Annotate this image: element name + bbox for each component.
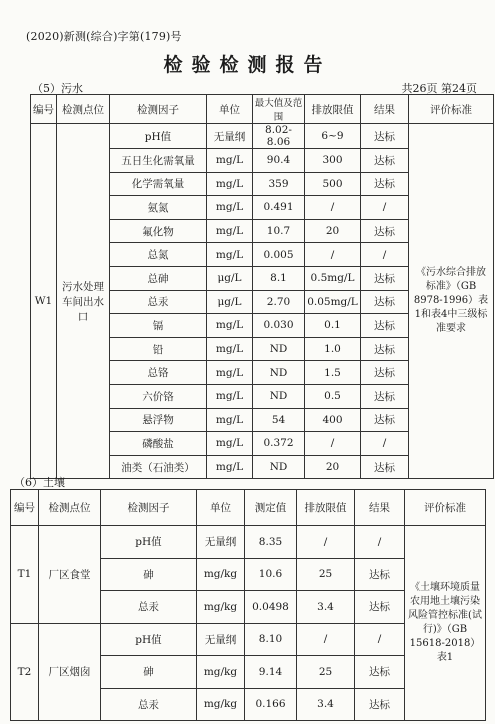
value-cell: ND bbox=[253, 455, 305, 479]
unit-cell: mg/L bbox=[207, 408, 253, 432]
section-heading-soil: （6）土壤 bbox=[14, 476, 65, 489]
limit-cell: 1.5 bbox=[305, 361, 361, 385]
limit-cell: / bbox=[305, 243, 361, 267]
factor-cell: 氟化物 bbox=[110, 219, 207, 243]
header-cell: 评价标准 bbox=[409, 95, 494, 124]
value-cell: 10.7 bbox=[253, 219, 305, 243]
unit-cell: mg/L bbox=[207, 219, 253, 243]
limit-cell: / bbox=[297, 623, 355, 656]
value-cell: 8.35 bbox=[245, 526, 297, 559]
result-cell: 达标 bbox=[355, 591, 405, 624]
header-cell: 测定值 bbox=[245, 490, 297, 526]
limit-cell: 0.1 bbox=[305, 314, 361, 338]
value-cell: 0.0498 bbox=[245, 591, 297, 624]
result-cell: / bbox=[361, 243, 409, 267]
unit-cell: mg/L bbox=[207, 149, 253, 173]
factor-cell: 磷酸盐 bbox=[110, 432, 207, 456]
factor-cell: 悬浮物 bbox=[110, 408, 207, 432]
page-title: 检验检测报告 bbox=[163, 54, 332, 76]
result-cell: / bbox=[355, 526, 405, 559]
result-cell: 达标 bbox=[355, 558, 405, 591]
page-info: 共26页 第24页 bbox=[401, 82, 477, 95]
header-cell: 编号 bbox=[31, 95, 57, 124]
value-cell: 0.030 bbox=[253, 314, 305, 338]
value-cell: 0.005 bbox=[253, 243, 305, 267]
sample-id-cell: W1 bbox=[31, 124, 57, 479]
result-cell: 达标 bbox=[361, 266, 409, 290]
result-cell: 达标 bbox=[355, 656, 405, 689]
factor-cell: 化学需氧量 bbox=[110, 172, 207, 196]
factor-cell: 总汞 bbox=[101, 688, 197, 721]
limit-cell: / bbox=[305, 432, 361, 456]
limit-cell: 400 bbox=[305, 408, 361, 432]
limit-cell: 6~9 bbox=[305, 124, 361, 149]
unit-cell: mg/L bbox=[207, 361, 253, 385]
factor-cell: pH值 bbox=[101, 526, 197, 559]
section-heading-wastewater: （5）污水 bbox=[32, 82, 83, 95]
factor-cell: 总氮 bbox=[110, 243, 207, 267]
unit-cell: mg/L bbox=[207, 196, 253, 220]
limit-cell: 0.5mg/L bbox=[305, 266, 361, 290]
limit-cell: / bbox=[305, 196, 361, 220]
factor-cell: 总砷 bbox=[110, 266, 207, 290]
limit-cell: 0.05mg/L bbox=[305, 290, 361, 314]
header-cell: 排放限值 bbox=[305, 95, 361, 124]
unit-cell: mg/kg bbox=[197, 656, 245, 689]
factor-cell: 镉 bbox=[110, 314, 207, 338]
factor-cell: 铅 bbox=[110, 337, 207, 361]
result-cell: 达标 bbox=[361, 314, 409, 338]
factor-cell: 砷 bbox=[101, 656, 197, 689]
header-cell: 评价标准 bbox=[405, 490, 486, 526]
value-cell: 10.6 bbox=[245, 558, 297, 591]
unit-cell: mg/L bbox=[207, 172, 253, 196]
factor-cell: pH值 bbox=[110, 124, 207, 149]
result-cell: 达标 bbox=[361, 361, 409, 385]
limit-cell: / bbox=[297, 526, 355, 559]
limit-cell: 300 bbox=[305, 149, 361, 173]
header-cell: 结果 bbox=[355, 490, 405, 526]
location-cell: 污水处理车间出水口 bbox=[57, 124, 110, 479]
unit-cell: mg/L bbox=[207, 384, 253, 408]
factor-cell: 油类（石油类） bbox=[110, 455, 207, 479]
unit-cell: mg/L bbox=[207, 455, 253, 479]
result-cell: 达标 bbox=[355, 688, 405, 721]
header-cell: 单位 bbox=[197, 490, 245, 526]
unit-cell: mg/L bbox=[207, 243, 253, 267]
header-cell: 单位 bbox=[207, 95, 253, 124]
value-cell: 359 bbox=[253, 172, 305, 196]
table-row bbox=[11, 526, 486, 559]
factor-cell: pH值 bbox=[101, 623, 197, 656]
value-cell: 90.4 bbox=[253, 149, 305, 173]
factor-cell: 总汞 bbox=[110, 290, 207, 314]
value-cell: 54 bbox=[253, 408, 305, 432]
limit-cell: 0.5 bbox=[305, 384, 361, 408]
result-cell: 达标 bbox=[361, 290, 409, 314]
result-cell: 达标 bbox=[361, 337, 409, 361]
result-cell: 达标 bbox=[361, 384, 409, 408]
value-cell: 8.1 bbox=[253, 266, 305, 290]
value-cell: ND bbox=[253, 384, 305, 408]
unit-cell: 无量纲 bbox=[207, 124, 253, 149]
value-cell: 8.10 bbox=[245, 623, 297, 656]
unit-cell: μg/L bbox=[207, 266, 253, 290]
unit-cell: mg/kg bbox=[197, 558, 245, 591]
header-cell: 排放限值 bbox=[297, 490, 355, 526]
document-number: (2020)新测(综合)字第(179)号 bbox=[26, 30, 182, 43]
result-cell: 达标 bbox=[361, 219, 409, 243]
factor-cell: 氨氮 bbox=[110, 196, 207, 220]
standard-cell: 《土壤环境质量 农用地土壤污染风险管控标准(试行)》（GB 15618-2018）表1 bbox=[405, 526, 486, 721]
wastewater-table bbox=[30, 94, 494, 479]
header-cell: 检测因子 bbox=[110, 95, 207, 124]
result-cell: 达标 bbox=[361, 408, 409, 432]
value-cell: 8.02-8.06 bbox=[253, 124, 305, 149]
value-cell: 0.166 bbox=[245, 688, 297, 721]
unit-cell: μg/L bbox=[207, 290, 253, 314]
unit-cell: mg/L bbox=[207, 314, 253, 338]
limit-cell: 25 bbox=[297, 558, 355, 591]
value-cell: ND bbox=[253, 361, 305, 385]
location-cell: 厂区食堂 bbox=[39, 526, 101, 624]
value-cell: 9.14 bbox=[245, 656, 297, 689]
soil-table bbox=[10, 489, 486, 721]
result-cell: / bbox=[361, 432, 409, 456]
limit-cell: 20 bbox=[305, 455, 361, 479]
factor-cell: 六价铬 bbox=[110, 384, 207, 408]
result-cell: 达标 bbox=[361, 172, 409, 196]
header-cell: 结果 bbox=[361, 95, 409, 124]
unit-cell: mg/L bbox=[207, 432, 253, 456]
value-cell: 0.372 bbox=[253, 432, 305, 456]
limit-cell: 3.4 bbox=[297, 688, 355, 721]
limit-cell: 500 bbox=[305, 172, 361, 196]
value-cell: 0.491 bbox=[253, 196, 305, 220]
location-cell: 厂区烟囱 bbox=[39, 623, 101, 721]
limit-cell: 3.4 bbox=[297, 591, 355, 624]
sample-id-cell: T2 bbox=[11, 623, 39, 721]
limit-cell: 20 bbox=[305, 219, 361, 243]
factor-cell: 总铬 bbox=[110, 361, 207, 385]
table-header-row bbox=[11, 490, 486, 526]
header-cell: 检测因子 bbox=[101, 490, 197, 526]
result-cell: / bbox=[361, 196, 409, 220]
sample-id-cell: T1 bbox=[11, 526, 39, 624]
factor-cell: 五日生化需氧量 bbox=[110, 149, 207, 173]
standard-cell: 《污水综合排放标准》（GB 8978-1996）表1和表4中三级标准要求 bbox=[409, 124, 494, 479]
value-cell: 2.70 bbox=[253, 290, 305, 314]
unit-cell: 无量纲 bbox=[197, 623, 245, 656]
header-cell: 检测点位 bbox=[57, 95, 110, 124]
table-row bbox=[31, 124, 494, 149]
result-cell: 达标 bbox=[361, 455, 409, 479]
header-cell: 编号 bbox=[11, 490, 39, 526]
factor-cell: 砷 bbox=[101, 558, 197, 591]
limit-cell: 25 bbox=[297, 656, 355, 689]
header-cell: 检测点位 bbox=[39, 490, 101, 526]
unit-cell: 无量纲 bbox=[197, 526, 245, 559]
value-cell: ND bbox=[253, 337, 305, 361]
result-cell: / bbox=[355, 623, 405, 656]
unit-cell: mg/kg bbox=[197, 688, 245, 721]
limit-cell: 1.0 bbox=[305, 337, 361, 361]
result-cell: 达标 bbox=[361, 149, 409, 173]
result-cell: 达标 bbox=[361, 124, 409, 149]
unit-cell: mg/kg bbox=[197, 591, 245, 624]
unit-cell: mg/L bbox=[207, 337, 253, 361]
table-header-row bbox=[31, 95, 494, 124]
header-cell: 最大值及范围 bbox=[253, 95, 305, 124]
factor-cell: 总汞 bbox=[101, 591, 197, 624]
